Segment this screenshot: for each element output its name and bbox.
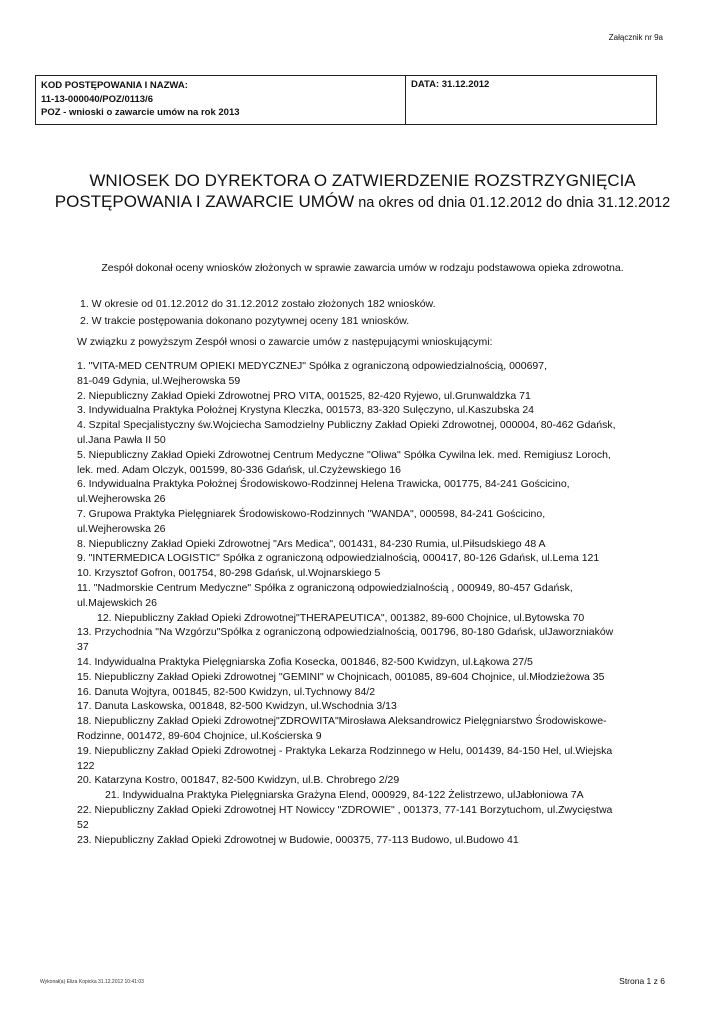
list-item: 8. Niepubliczny Zakład Opieki Zdrowotnej "Ars Medica", 001431, 84-230 Rumia, ul.Piłsudskiego 48 A <box>77 537 546 550</box>
stat-item: 1. W okresie od 01.12.2012 do 31.12.2012 zostało złożonych 182 wniosków. <box>80 298 436 310</box>
list-item: 9. "INTERMEDICA LOGISTIC" Spółka z ograniczoną odpowiedzialnością, 000417, 80-126 Gdańsk, ul.Lema 121 <box>77 552 600 565</box>
list-item: ul.Jana Pawła II 50 <box>77 433 166 446</box>
list-item: 1. "VITA-MED CENTRUM OPIEKI MEDYCZNEJ" Spółka z ograniczoną odpowiedzialnością, 000697, <box>77 360 548 372</box>
list-item: ul.Wejherowska 26 <box>77 522 166 535</box>
list-item: 7. Grupowa Praktyka Pielęgniarek Środowiskowo-Rodzinnych "WANDA", 000598, 84-241 Gościcino, <box>77 507 546 520</box>
list-item: 37 <box>77 641 89 654</box>
code-description: POZ - wnioski o zawarcie umów na rok 2013 <box>41 107 240 118</box>
title-line-2-main: POSTĘPOWANIA I ZAWARCIE UMÓW <box>54 192 355 211</box>
list-item: 4. Szpital Specjalistyczny św.Wojciecha Samodzielny Publiczny Zakład Opieki Zdrowotnej, 000004, 80-462 Gdańsk, <box>77 419 616 432</box>
list-item: 13. Przychodnia "Na Wzgórzu"Spółka z ograniczoną odpowiedzialnością, 001796, 80-180 Gdańsk, ulJaworzniaków <box>77 626 614 639</box>
list-item: 10. Krzysztof Gofron, 001754, 80-298 Gdańsk, ul.Wojnarskiego 5 <box>77 567 381 580</box>
list-item: 2. Niepubliczny Zakład Opieki Zdrowotnej PRO VITA, 001525, 82-420 Ryjewo, ul.Grunwaldzka 71 <box>77 389 531 402</box>
list-item: 12. Niepubliczny Zakład Opieki Zdrowotnej"THERAPEUTICA", 001382, 89-600 Chojnice, ul.Bytowska 70 <box>97 611 585 624</box>
list-item: 15. Niepubliczny Zakład Opieki Zdrowotnej "GEMINI" w Chojnicach, 001085, 89-604 Chojnice, ul.Młodzieżowa 35 <box>77 670 605 683</box>
title-period: na okres od dnia 01.12.2012 do dnia 31.12.2012 <box>354 195 671 211</box>
list-item: 81-049 Gdynia, ul.Wejherowska 59 <box>77 374 241 387</box>
list-item: 18. Niepubliczny Zakład Opieki Zdrowotnej"ZDROWITA"Mirosława Aleksandrowicz Pielęgniarstwo Środowiskowe- <box>77 715 607 728</box>
title-line-2 <box>0 191 725 214</box>
list-item: 19. Niepubliczny Zakład Opieki Zdrowotnej - Praktyka Lekarza Rodzinnego w Helu, 001439, 84-150 Hel, ul.Wiejska <box>77 744 613 757</box>
code-label: KOD POSTĘPOWANIA I NAZWA: <box>41 80 188 91</box>
document-title <box>0 170 725 214</box>
list-item: 52 <box>77 818 89 831</box>
list-item: 5. Niepubliczny Zakład Opieki Zdrowotnej Centrum Medyczne "Oliwa" Spółka Cywilna lek. med. Remigiusz Loroch, <box>77 448 611 461</box>
code-cell <box>36 76 406 124</box>
stats-list <box>80 296 435 330</box>
request-statement: W związku z powyższym Zespół wnosi o zawarcie umów z następującymi wnioskującymi: <box>77 336 493 348</box>
list-item: lek. med. Adam Olczyk, 001599, 80-336 Gdańsk, ul.Czyżewskiego 16 <box>77 463 401 476</box>
list-item: 22. Niepubliczny Zakład Opieki Zdrowotnej HT Nowiccy "ZDROWIE" , 001373, 77-141 Borzytuchom, ul.Zwycięstwa <box>77 803 613 816</box>
header-box <box>35 75 657 125</box>
attachment-label: Załącznik nr 9a <box>608 33 663 42</box>
list-item: 11. "Nadmorskie Centrum Medyczne" Spółka z ograniczoną odpowiedzialnością , 000949, 80-457 Gdańsk, <box>77 581 573 594</box>
list-item: Rodzinne, 001472, 89-604 Chojnice, ul.Kościerska 9 <box>77 729 322 742</box>
date-value: DATA: 31.12.2012 <box>411 79 490 90</box>
stat-item: 2. W trakcie postępowania dokonano pozytywnej oceny 181 wniosków. <box>80 315 410 327</box>
date-cell <box>406 76 656 124</box>
list-item: 21. Indywidualna Praktyka Pielęgniarska Grażyna Elend, 000929, 84-122 Żelistrzewo, ulJabłoniowa 7A <box>105 789 584 802</box>
list-item: 20. Katarzyna Kostro, 001847, 82-500 Kwidzyn, ul.B. Chrobrego 2/29 <box>77 774 400 787</box>
code-value: 11-13-000040/POZ/0113/6 <box>41 93 153 105</box>
list-item: 16. Danuta Wojtyra, 001845, 82-500 Kwidzyn, ul.Tychnowy 84/2 <box>77 685 376 698</box>
title-line-1: WNIOSEK DO DYREKTORA O ZATWIERDZENIE ROZSTRZYGNIĘCIA <box>89 171 636 190</box>
page-number: Strona 1 z 6 <box>619 976 665 986</box>
intro-text: Zespół dokonał oceny wniosków złożonych w sprawie zawarcia umów w rodzaju podstawowa opieka zdrowotna. <box>101 262 624 274</box>
list-item: 122 <box>77 759 95 772</box>
list-item: 14. Indywidualna Praktyka Pielęgniarska Zofia Kosecka, 001846, 82-500 Kwidzyn, ul.Łąkowa 27/5 <box>77 655 533 668</box>
list-item: ul.Majewskich 26 <box>77 596 157 609</box>
list-item: 3. Indywidualna Praktyka Położnej Krystyna Kleczka, 001573, 83-320 Sulęczyno, ul.Kaszubska 24 <box>77 404 535 417</box>
list-item: ul.Wejherowska 26 <box>77 493 166 506</box>
list-item: 6. Indywidualna Praktyka Położnej Środowiskowo-Rodzinnej Helena Trawicka, 001775, 84-241 Gościcino, <box>77 478 570 491</box>
footer-author: Wykonał(a) Eliza Kopicka 31.12.2012 10:41:03 <box>40 979 144 985</box>
list-item: 23. Niepubliczny Zakład Opieki Zdrowotnej w Budowie, 000375, 77-113 Budowo, ul.Budowo 41 <box>77 833 519 846</box>
list-item: 17. Danuta Laskowska, 001848, 82-500 Kwidzyn, ul.Wschodnia 3/13 <box>77 700 397 713</box>
applicants-list <box>77 359 657 847</box>
